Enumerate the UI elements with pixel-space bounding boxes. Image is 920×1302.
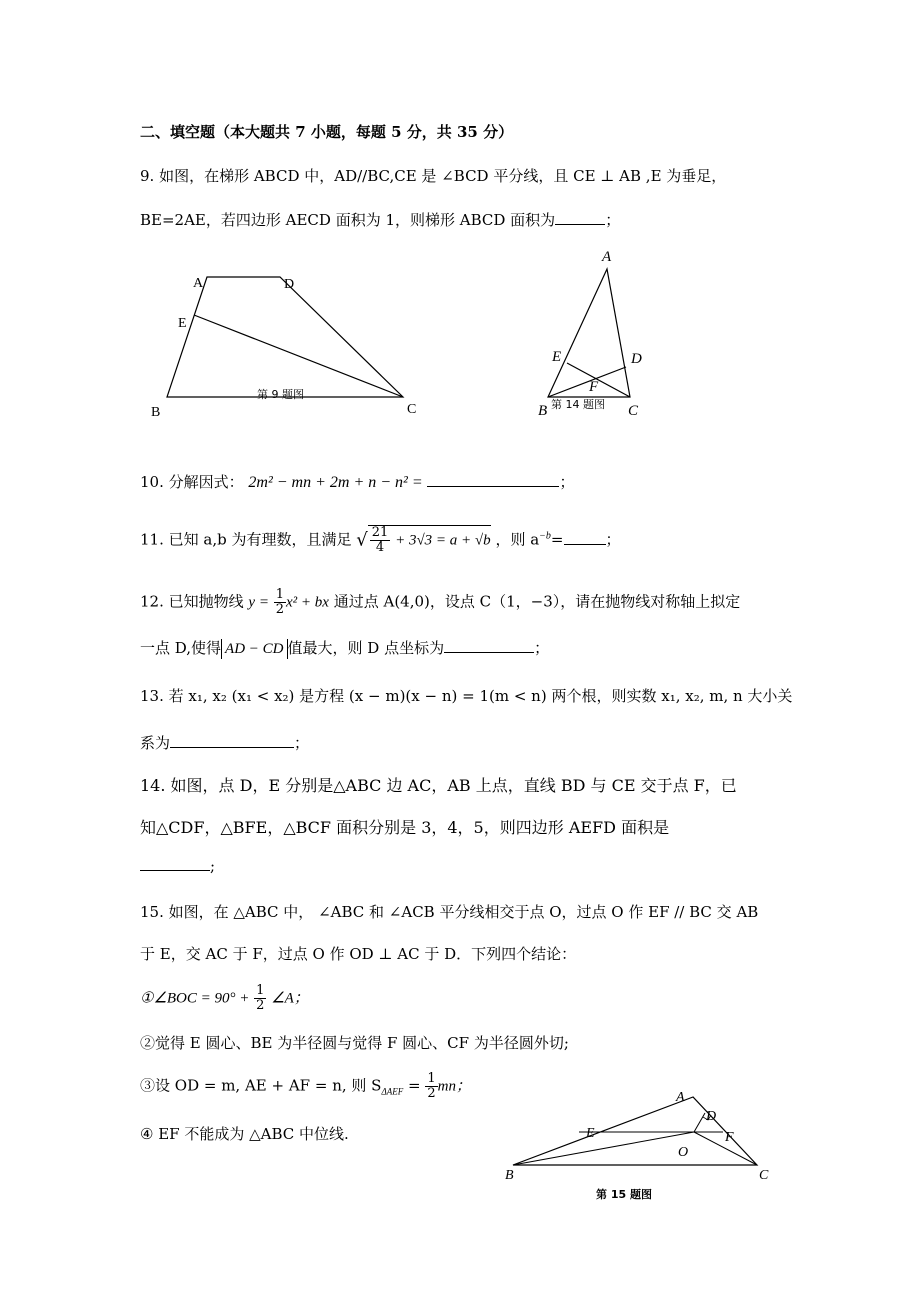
fig15-label-e: E	[586, 1126, 595, 1141]
q13-line1: 13. 若 x₁, x₂ (x₁ < x₂) 是方程 (x − m)(x − n) = 1(m < n) 两个根，则实数 x₁, x₂, m, n 大小关	[140, 687, 793, 705]
fig14-label-a: A	[602, 249, 612, 265]
fig9-label-e: E	[178, 316, 187, 331]
q9-line1: 9. 如图，在梯形 ABCD 中，AD//BC,CE 是 ∠BCD 平分线，且 CE ⊥ AB ,E 为垂足，	[140, 167, 727, 185]
fig14-label-e: E	[552, 349, 562, 365]
fig15-label-b: B	[505, 1168, 514, 1183]
q12-line2: 一点 D,使得 AD − CD 值最大，则 D 点坐标为 ；	[140, 639, 550, 657]
fig9-label-a: A	[193, 276, 204, 291]
q14-line3: ;	[140, 856, 215, 876]
segment-bo	[513, 1132, 694, 1165]
q13-answer-blank[interactable]	[170, 733, 294, 748]
q9-text: BE=2AE，若四边形 AECD 面积为 1，则梯形 ABCD 面积为	[140, 211, 556, 229]
fig15-label-o: O	[678, 1145, 689, 1160]
q10: 10. 分解因式： 2m² − mn + 2m + n − n² = ；	[140, 473, 575, 491]
triangle-abc	[513, 1097, 757, 1165]
segment-ce	[567, 363, 630, 397]
fig14-label-b: B	[538, 403, 548, 419]
q11-answer-blank[interactable]	[564, 530, 606, 545]
fig9-label-d: D	[284, 277, 295, 292]
triangle-abc	[548, 269, 630, 397]
q12-line1: 12. 已知抛物线 y = $\frac{1}{2}$ x² + bx 通过点 A(4,0)，设点 C（1，−3），请在抛物线对称轴上拟定	[140, 587, 741, 617]
q11-radical: $\frac{21}{4}$ + 3√3 = a + √b	[368, 525, 491, 555]
q13-line2: 系为 ；	[140, 734, 310, 752]
q15-statement-1: ①∠BOC = 90° + $\frac{1}{2}$ ∠A；	[140, 983, 309, 1013]
q9-answer-blank[interactable]	[555, 210, 605, 225]
fig15-label-f: F	[725, 1130, 734, 1145]
figure-15	[495, 1085, 785, 1205]
q11: 11. 已知 a,b 为有理数，且满足 √ $\frac{21}{4}$ + 3√3 = a + √b ，则 $a^{-b}=$ ；	[140, 525, 621, 555]
fig14-caption: 第 14 题图	[551, 398, 605, 411]
fig15-caption: 第 15 题图	[596, 1188, 652, 1201]
q14-answer-blank[interactable]	[140, 856, 210, 871]
q15-statement-2: ②觉得 E 圆心、BE 为半径圆与觉得 F 圆心、CF 为半径圆外切;	[140, 1034, 569, 1052]
q14-line2: 知△CDF，△BFE，△BCF 面积分别是 3，4，5，则四边形 AEFD 面积是	[140, 818, 670, 837]
segment-od	[694, 1113, 705, 1132]
fig14-label-d: D	[631, 351, 642, 367]
q15-line1: 15. 如图，在 △ABC 中， ∠ABC 和 ∠ACB 平分线相交于点 O，过点 O 作 EF // BC 交 AB	[140, 903, 759, 921]
fig14-label-f: F	[589, 379, 599, 395]
q15-statement-4: ④ EF 不能成为 △ABC 中位线.	[140, 1125, 349, 1143]
trapezoid-abcd	[167, 277, 403, 397]
q10-expression: 2m² − mn + 2m + n − n² =	[248, 474, 423, 491]
segment-ce	[194, 315, 403, 397]
fig15-label-a: A	[676, 1090, 685, 1105]
q15-line2: 于 E，交 AC 于 F，过点 O 作 OD ⊥ AC 于 D．下列四个结论：	[140, 945, 577, 963]
fig15-label-d: D	[706, 1109, 717, 1124]
q9-line2: BE=2AE，若四边形 AECD 面积为 1，则梯形 ABCD 面积为 ；	[140, 211, 621, 229]
q10-answer-blank[interactable]	[427, 472, 559, 487]
q14-line1: 14. 如图，点 D，E 分别是△ABC 边 AC，AB 上点，直线 BD 与 CE 交于点 F，已	[140, 776, 737, 795]
figure-14	[530, 245, 660, 420]
fig14-label-c: C	[628, 403, 639, 419]
figure-9	[145, 265, 425, 420]
q15-statement-3: ③设 OD = m, AE + AF = n, 则 $S_{\Delta AEF}$ = $\frac{1}{2}$ mn；	[140, 1071, 471, 1101]
section-header: 二、填空题（本大题共 7 小题，每题 5 分，共 35 分）	[140, 123, 514, 141]
fig9-caption: 第 9 题图	[257, 388, 304, 401]
fig9-label-b: B	[151, 405, 161, 420]
fig15-label-c: C	[759, 1168, 769, 1183]
q12-answer-blank[interactable]	[444, 638, 534, 653]
fig9-label-c: C	[407, 402, 417, 417]
